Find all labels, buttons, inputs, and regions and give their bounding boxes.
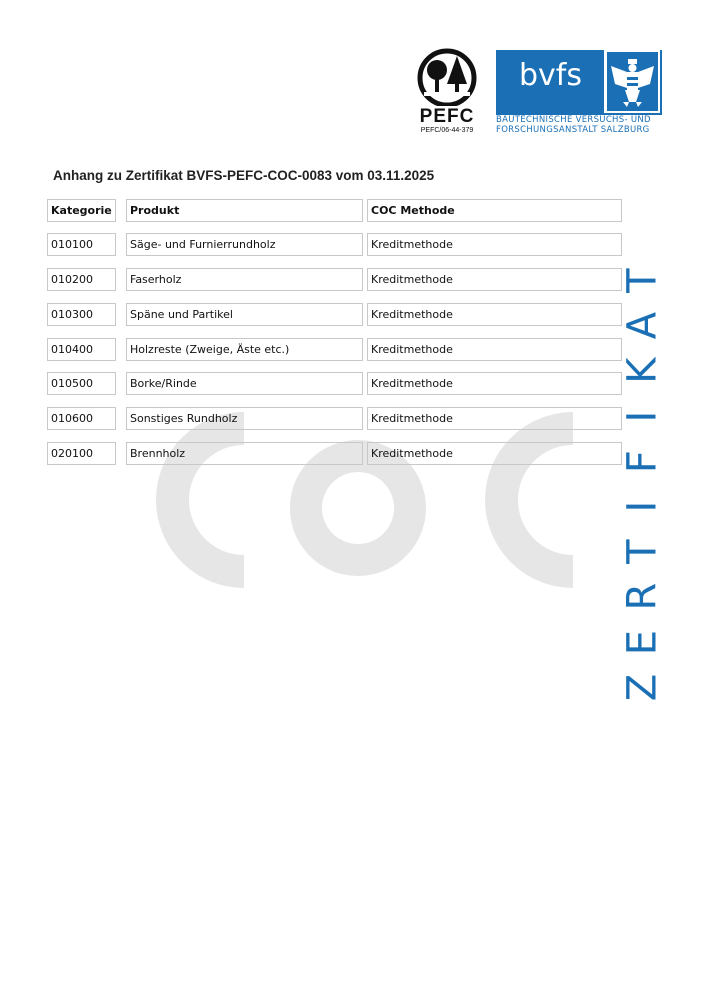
side-label-letter: R xyxy=(619,583,666,611)
cell-kategorie: 020100 xyxy=(47,442,116,465)
cell-produkt: Brennholz xyxy=(126,442,363,465)
side-label-letter: I xyxy=(619,410,666,423)
cell-kategorie: 010400 xyxy=(47,338,116,361)
cell-methode: Kreditmethode xyxy=(367,233,622,256)
side-label-letter: T xyxy=(619,539,666,564)
side-label-letter: T xyxy=(619,268,666,293)
bvfs-subtitle-line2: FORSCHUNGSANSTALT SALZBURG xyxy=(496,125,650,135)
side-label-letter: K xyxy=(619,357,666,385)
side-label-letter: Z xyxy=(619,673,666,701)
cell-kategorie: 010300 xyxy=(47,303,116,326)
bvfs-wordmark: bvfs xyxy=(519,58,582,93)
cell-produkt: Borke/Rinde xyxy=(126,372,363,395)
cell-methode: Kreditmethode xyxy=(367,303,622,326)
cell-produkt: Sonstiges Rundholz xyxy=(126,407,363,430)
side-label-letter: E xyxy=(619,629,666,655)
cell-kategorie: 010100 xyxy=(47,233,116,256)
cell-kategorie: 010200 xyxy=(47,268,116,291)
pefc-tree-icon xyxy=(410,48,484,106)
header-coc-methode: COC Methode xyxy=(367,199,622,222)
cell-produkt: Holzreste (Zweige, Äste etc.) xyxy=(126,338,363,361)
cell-produkt: Faserholz xyxy=(126,268,363,291)
bvfs-eagle-area xyxy=(605,50,660,113)
cell-produkt: Späne und Partikel xyxy=(126,303,363,326)
cell-kategorie: 010500 xyxy=(47,372,116,395)
bvfs-subtitle-line1: BAUTECHNISCHE VERSUCHS- UND xyxy=(496,115,651,125)
cell-methode: Kreditmethode xyxy=(367,338,622,361)
eagle-icon xyxy=(605,50,660,113)
pefc-wordmark: PEFC xyxy=(419,106,475,127)
side-label-letter: F xyxy=(619,449,666,473)
cell-methode: Kreditmethode xyxy=(367,407,622,430)
pefc-code: PEFC/06-44-379 xyxy=(420,127,474,134)
header-produkt: Produkt xyxy=(126,199,363,222)
pefc-logo xyxy=(410,48,484,140)
side-label-letter: I xyxy=(619,500,666,513)
cell-produkt: Säge- und Furnierrundholz xyxy=(126,233,363,256)
page-title: Anhang zu Zertifikat BVFS-PEFC-COC-0083 vom 03.11.2025 xyxy=(53,168,435,183)
header-kategorie: Kategorie xyxy=(47,199,116,222)
zertifikat-side-label xyxy=(619,258,666,710)
side-label-letter: A xyxy=(619,312,666,340)
cell-methode: Kreditmethode xyxy=(367,268,622,291)
cell-methode: Kreditmethode xyxy=(367,442,622,465)
cell-kategorie: 010600 xyxy=(47,407,116,430)
cell-methode: Kreditmethode xyxy=(367,372,622,395)
